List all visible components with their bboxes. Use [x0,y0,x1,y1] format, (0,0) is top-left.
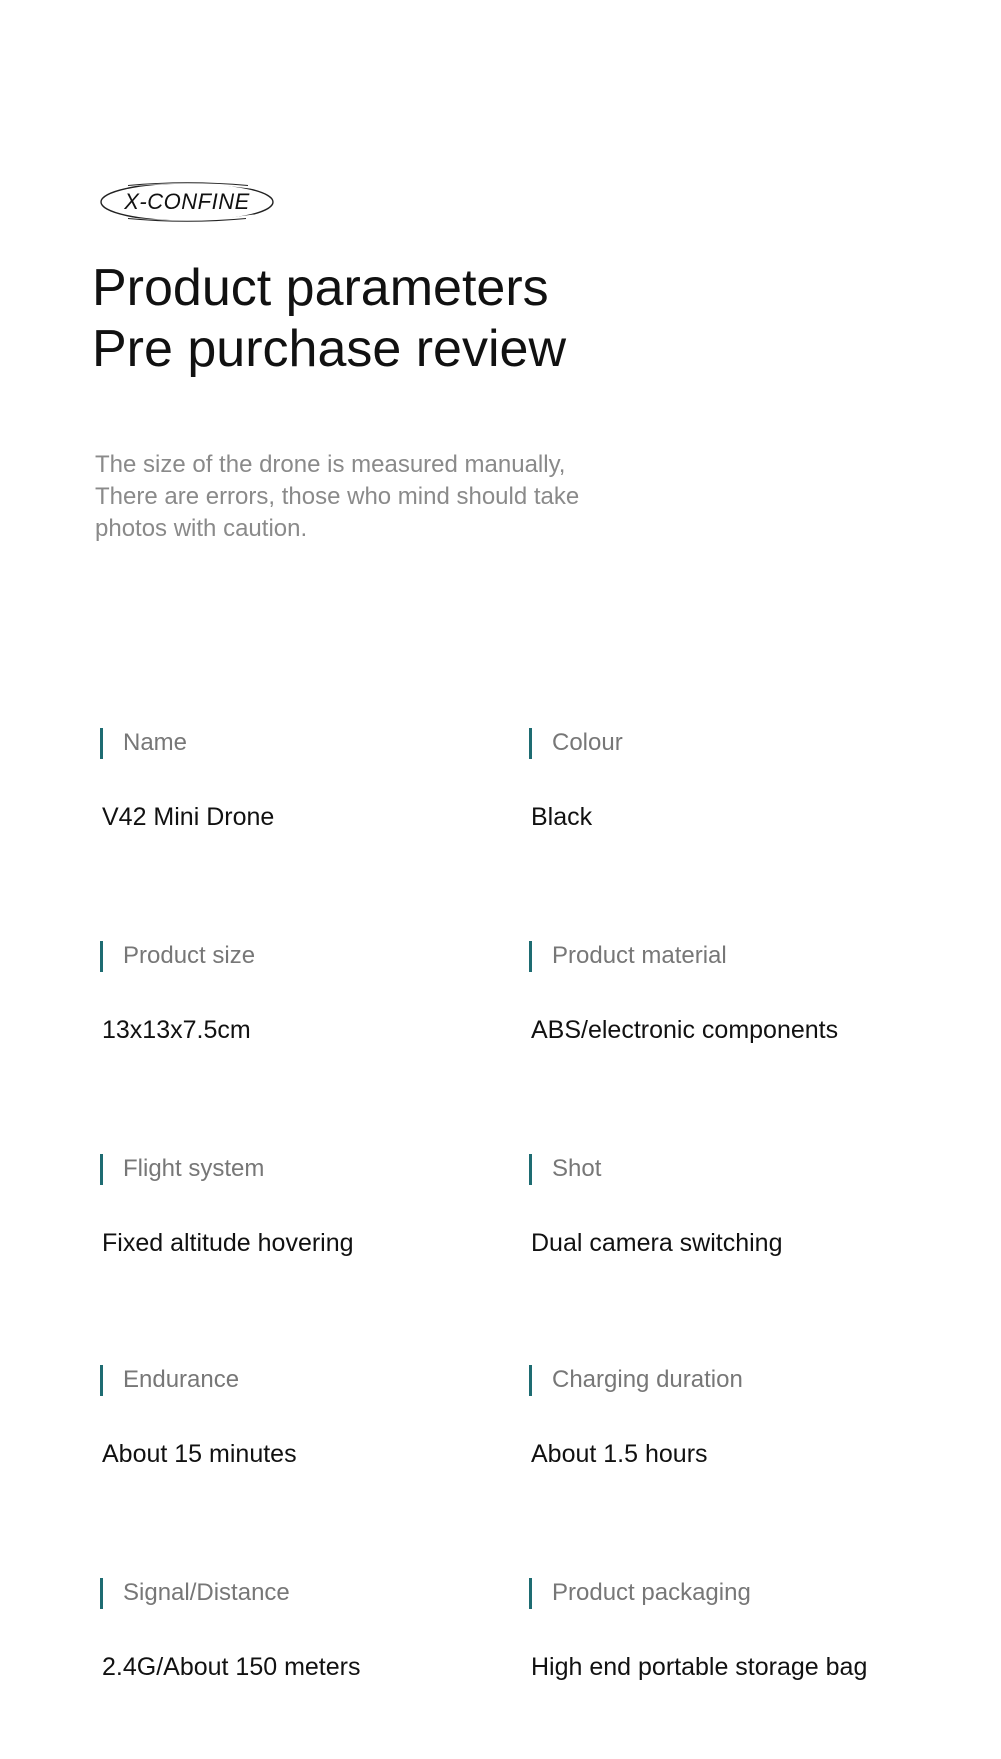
accent-bar [529,1154,532,1185]
note-line-3: photos with caution. [95,515,308,542]
param-label: Product size [123,942,256,969]
param-value: About 1.5 hours [531,1440,708,1468]
brand-logo [98,179,276,225]
param-label: Product material [552,942,727,969]
param-charging-duration [529,1363,909,1483]
accent-bar [529,941,532,972]
title-line-1: Product parameters [92,259,549,317]
param-flight-system [100,1152,480,1272]
param-label: Flight system [123,1155,265,1182]
param-colour [529,726,909,846]
note-line-1: The size of the drone is measured manually, [95,451,566,478]
param-product-size [100,939,480,1059]
param-label: Product packaging [552,1579,751,1606]
param-label: Signal/Distance [123,1579,290,1606]
title-line-2: Pre purchase review [92,320,566,378]
param-endurance [100,1363,480,1483]
param-label: Endurance [123,1366,240,1393]
param-label: Name [123,729,188,756]
param-value: 13x13x7.5cm [102,1016,251,1044]
param-value: About 15 minutes [102,1440,297,1468]
measurement-note [95,449,655,545]
brand-logo-text: X-CONFINE [124,189,250,214]
accent-bar [100,941,103,972]
param-value: Fixed altitude hovering [102,1229,354,1257]
page-title [92,258,566,380]
param-value: Dual camera switching [531,1229,783,1257]
accent-bar [100,1365,103,1396]
accent-bar [100,728,103,759]
accent-bar [529,728,532,759]
param-label: Colour [552,729,623,756]
param-value: 2.4G/About 150 meters [102,1653,361,1681]
note-line-2: There are errors, those who mind should take [95,483,580,510]
brand-logo-mark [98,179,276,225]
param-value: ABS/electronic components [531,1016,839,1044]
param-product-material [529,939,909,1059]
accent-bar [529,1365,532,1396]
param-name [100,726,480,846]
param-value: High end portable storage bag [531,1653,868,1681]
param-value: V42 Mini Drone [102,803,275,831]
param-product-packaging [529,1576,909,1696]
param-label: Shot [552,1155,602,1182]
param-shot [529,1152,909,1272]
accent-bar [529,1578,532,1609]
param-value: Black [531,803,593,831]
accent-bar [100,1578,103,1609]
param-label: Charging duration [552,1366,743,1393]
param-signal-distance [100,1576,480,1696]
accent-bar [100,1154,103,1185]
